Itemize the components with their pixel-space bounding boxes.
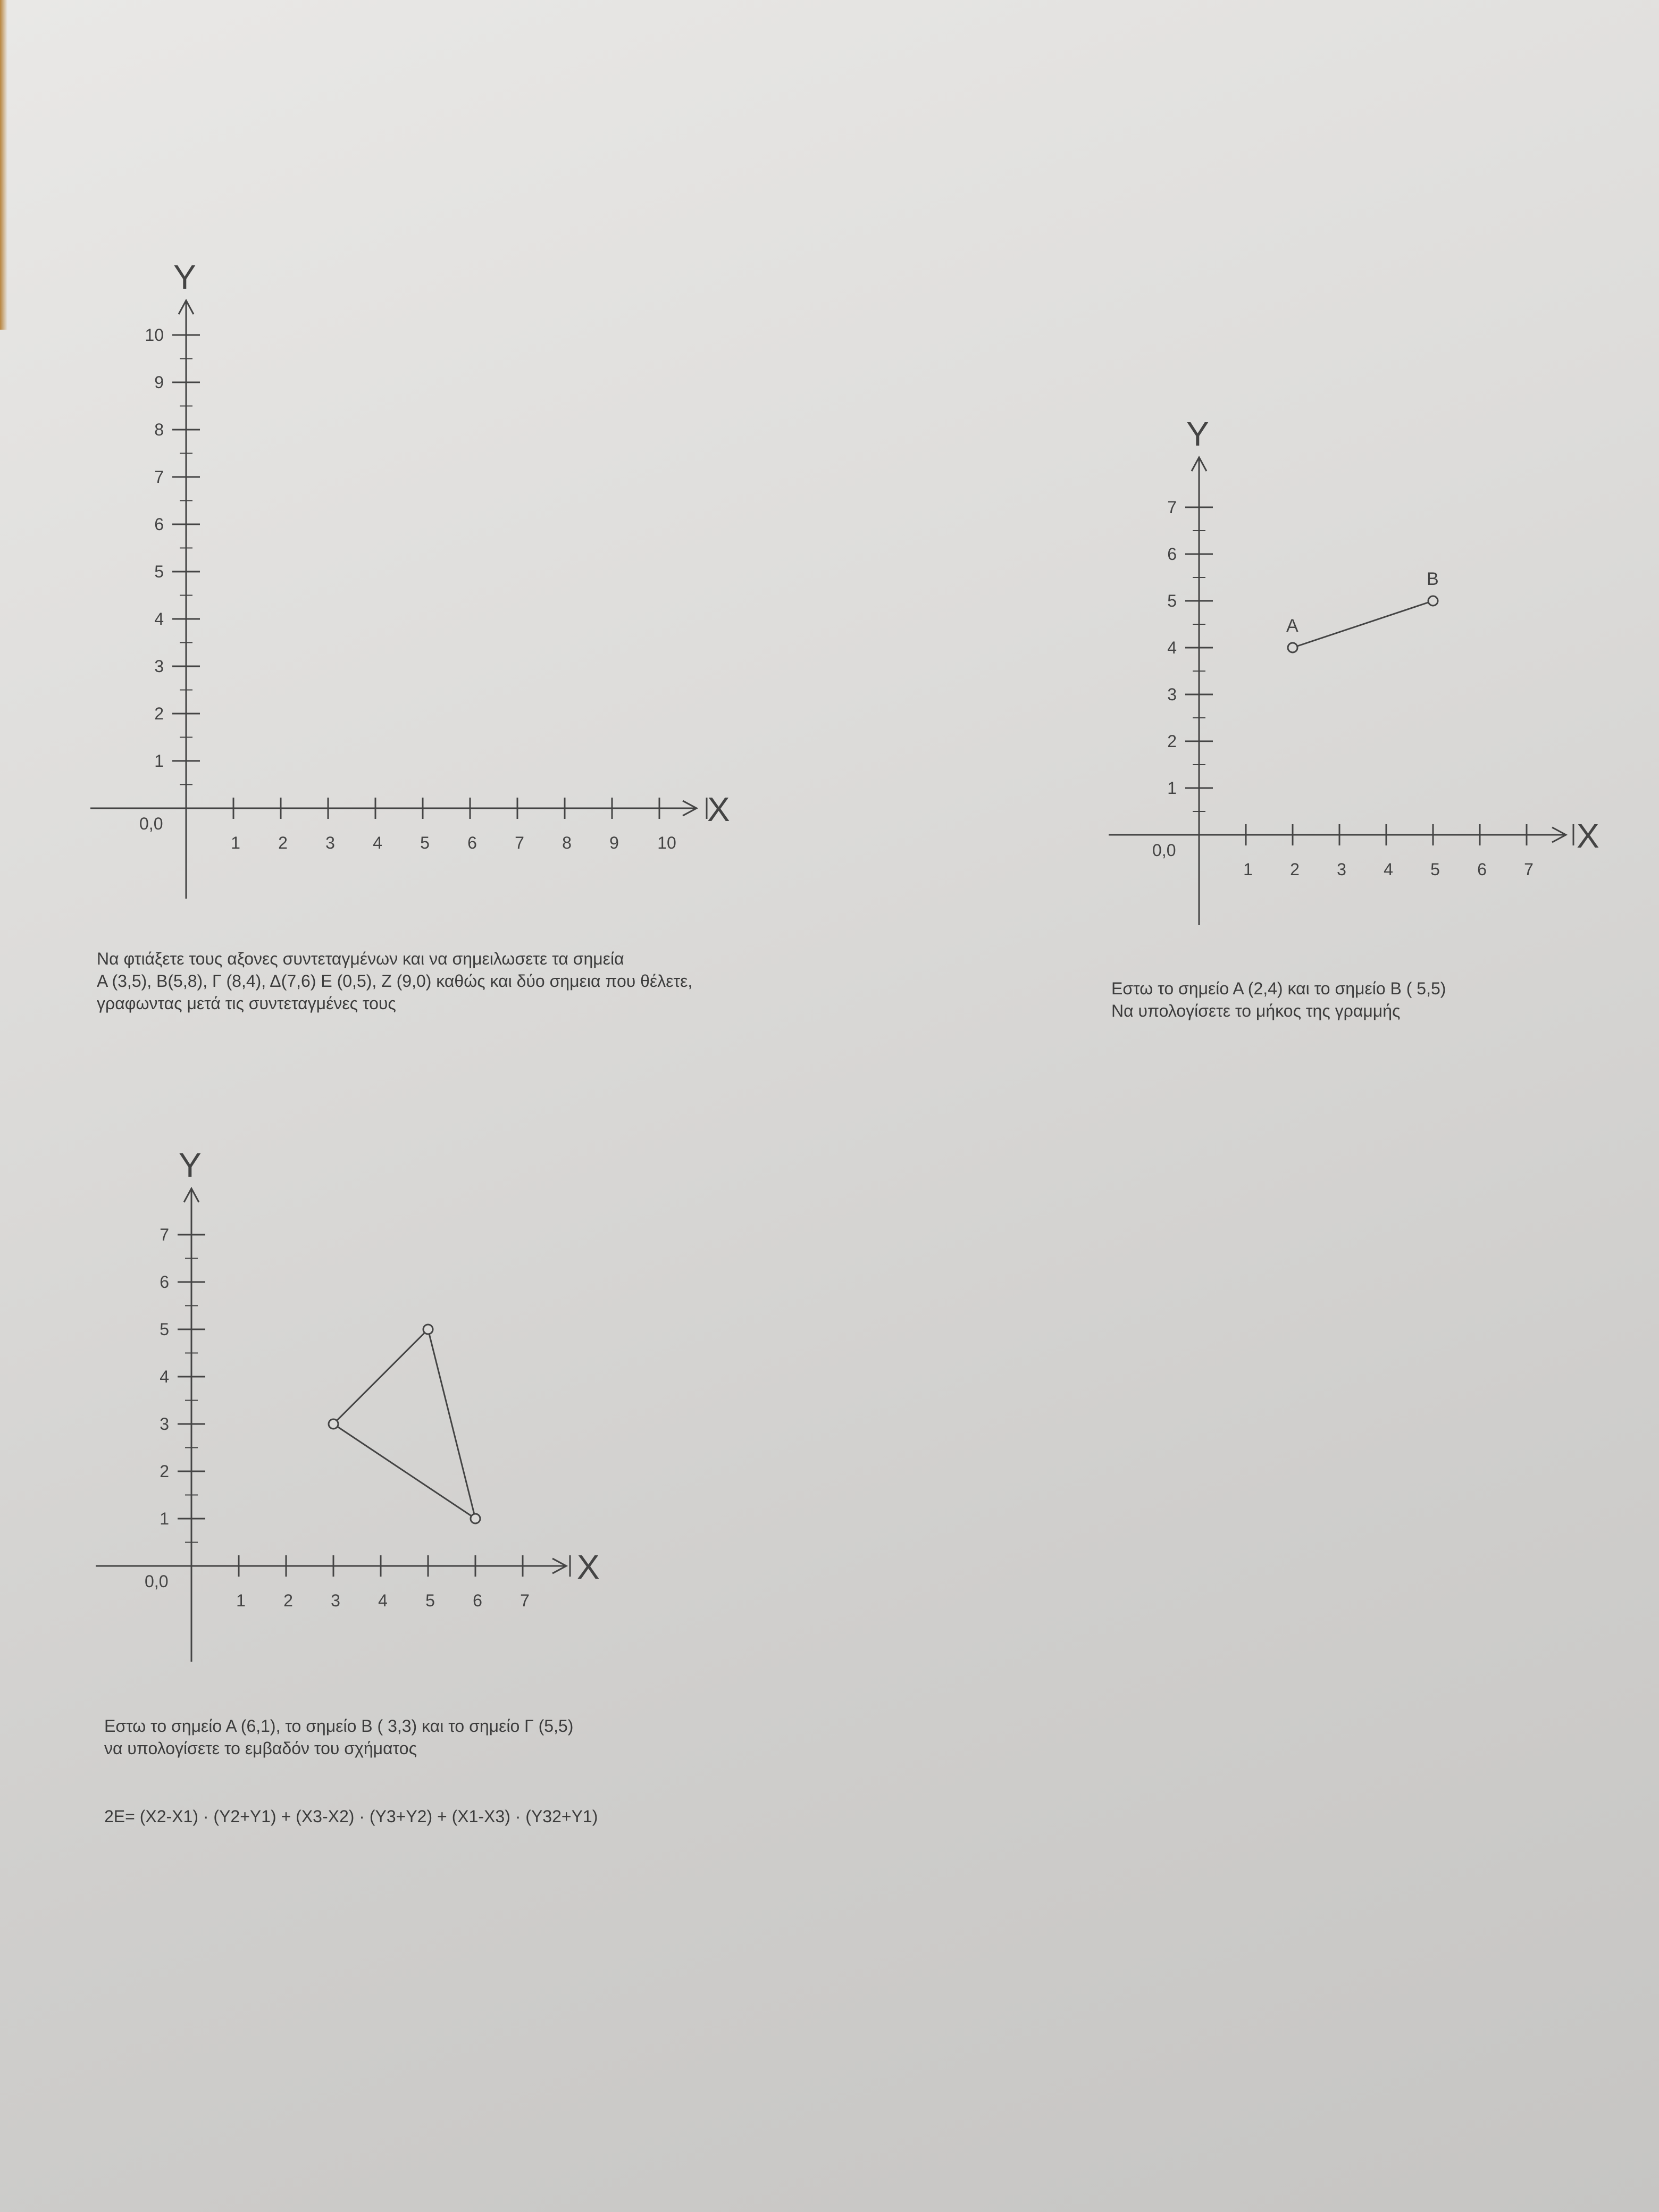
plot3-x-tick-label: 1 (236, 1591, 246, 1610)
plot3-origin-label: 0,0 (145, 1572, 169, 1591)
plot2-x-tick-label: 5 (1430, 860, 1440, 879)
plot2-origin-label: 0,0 (1152, 841, 1176, 860)
plot1-y-tick-label: 2 (154, 704, 164, 723)
plot2-point-marker (1428, 596, 1438, 606)
plot3-y-tick-label: 7 (160, 1225, 169, 1244)
exercise2-line: Εστω το σημείο Α (2,4) και το σημείο Β ( 5,5) (1111, 979, 1446, 998)
plot1-y-tick-label: 3 (154, 657, 164, 676)
plot3-y-tick-label: 1 (160, 1509, 169, 1528)
plot1-y-tick-label: 8 (154, 420, 164, 439)
plot2-point-label: A (1286, 616, 1298, 636)
plot3-point-marker (329, 1419, 338, 1429)
plot3-point-marker (423, 1325, 433, 1334)
area-formula: 2Ε= (Χ2-Χ1) · (Υ2+Υ1) + (Χ3-Χ2) · (Υ3+Υ2) + (Χ1-Χ3) · (Υ32+Υ1) (104, 1807, 598, 1826)
exercise3-formula-block (104, 1805, 598, 1828)
plot3-x-tick-label: 5 (425, 1591, 435, 1610)
plot1-x-tick-label: 5 (420, 833, 430, 852)
exercise3-line: Εστω το σημείο Α (6,1), το σημείο Β ( 3,3) και το σημείο Γ (5,5) (104, 1716, 574, 1736)
plot1-x-tick-label: 9 (609, 833, 619, 852)
plot3-x-tick-label: 6 (473, 1591, 482, 1610)
plot2-x-tick-label: 6 (1477, 860, 1487, 879)
plot1-y-axis-title: Y (173, 258, 196, 296)
exercise1-line: γραφωντας μετά τις συντεταγμένες τους (97, 994, 396, 1013)
exercise3-text (104, 1715, 573, 1759)
exercise1-line: Να φτιάξετε τους αξονες συντεταγμένων και να σημειλωσετε τα σημεία (97, 949, 624, 968)
plot1-x-tick-label: 2 (278, 833, 288, 852)
plot3-x-tick-label: 3 (331, 1591, 340, 1610)
plot3-y-tick-label: 6 (160, 1272, 169, 1292)
plot3-y-tick-label: 2 (160, 1462, 169, 1481)
plot2-y-tick-label: 6 (1167, 544, 1177, 564)
plot2-x-tick-label: 1 (1243, 860, 1253, 879)
plot2-y-tick-label: 3 (1167, 685, 1177, 704)
plot3-segment (333, 1329, 428, 1424)
plot2-segment (1293, 601, 1433, 648)
plot2-point-label: B (1427, 569, 1439, 589)
exercise3-line: να υπολογίσετε το εμβαδόν του σχήματος (104, 1739, 417, 1758)
plot1-x-tick-label: 4 (373, 833, 382, 852)
plot1-x-tick-label: 1 (231, 833, 240, 852)
plot3-y-axis-title: Y (179, 1146, 202, 1184)
plot1-y-tick-label: 5 (154, 562, 164, 581)
exercise1-text (97, 948, 692, 1015)
plot2-y-tick-label: 5 (1167, 591, 1177, 610)
plot1-y-tick-label: 1 (154, 751, 164, 770)
plot2-y-tick-label: 1 (1167, 778, 1177, 798)
plot2-point-marker (1288, 643, 1297, 652)
plot1-y-tick-label: 6 (154, 515, 164, 534)
plot1-x-tick-label: 8 (562, 833, 572, 852)
plot1-x-tick-label: 3 (325, 833, 335, 852)
plot2-x-tick-label: 4 (1384, 860, 1393, 879)
plot3-x-tick-label: 7 (520, 1591, 530, 1610)
plot2-x-tick-label: 7 (1524, 860, 1534, 879)
plot3-segment (333, 1424, 475, 1519)
plot3-y-tick-label: 4 (160, 1367, 169, 1386)
plot2-x-tick-label: 3 (1337, 860, 1346, 879)
plot3-x-axis-title: X (577, 1548, 600, 1586)
plot3-y-tick-label: 3 (160, 1414, 169, 1434)
plot1-x-tick-label: 7 (515, 833, 524, 852)
plot3-segment (428, 1329, 475, 1519)
plot1-x-tick-label: 10 (657, 833, 676, 852)
plot3-x-tick-label: 4 (378, 1591, 388, 1610)
plot2-y-axis-title: Y (1186, 415, 1209, 453)
plot1-x-tick-label: 6 (467, 833, 477, 852)
plot1-x-axis-title: X (707, 790, 730, 828)
plot1-y-tick-label: 9 (154, 373, 164, 392)
exercise2-text (1111, 977, 1446, 1022)
plot1-y-tick-label: 7 (154, 467, 164, 487)
plot2-y-tick-label: 7 (1167, 498, 1177, 517)
plot2-x-axis-title: X (1577, 817, 1599, 855)
plot1-origin-label: 0,0 (139, 814, 163, 833)
plot1-y-tick-label: 10 (145, 325, 164, 345)
plot2-y-tick-label: 4 (1167, 638, 1177, 657)
plot3-point-marker (471, 1514, 480, 1523)
plot2-y-tick-label: 2 (1167, 732, 1177, 751)
plot3-y-tick-label: 5 (160, 1320, 169, 1339)
plot1-y-tick-label: 4 (154, 609, 164, 629)
plot2-x-tick-label: 2 (1290, 860, 1300, 879)
plot3-x-tick-label: 2 (283, 1591, 293, 1610)
exercise1-line: A (3,5), B(5,8), Γ (8,4), Δ(7,6) Ε (0,5), Ζ (9,0) καθώς και δύο σημεια που θέλετε, (97, 971, 693, 991)
exercise2-line: Να υπολογίσετε το μήκος της γραμμής (1111, 1001, 1401, 1020)
